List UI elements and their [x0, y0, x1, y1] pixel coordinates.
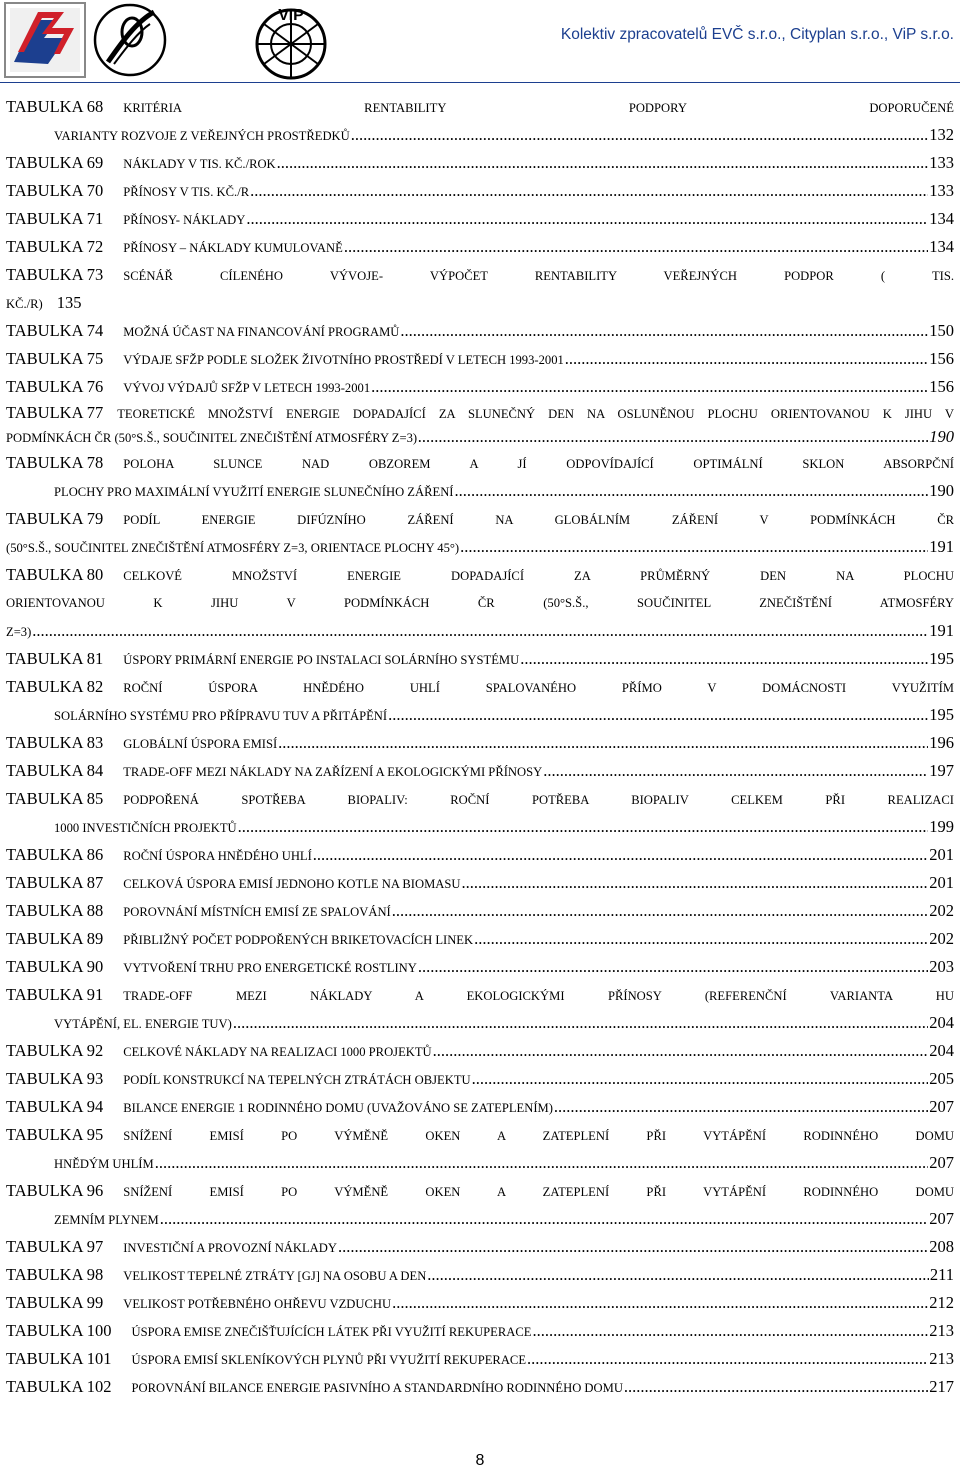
- toc-entry[interactable]: [6, 1037, 954, 1065]
- dot-leader: [461, 869, 928, 897]
- table-title: VARIANTY ROZVOJE Z VEŘEJNÝCH PROSTŘEDKŮ: [54, 129, 350, 143]
- table-title: PODÍL KONSTRUKCÍ NA TEPELNÝCH ZTRÁTÁCH OBJEKTU: [123, 1073, 471, 1087]
- toc-entry[interactable]: [6, 1065, 954, 1093]
- table-number: TABULKA 97: [6, 1237, 104, 1256]
- dot-leader: [313, 841, 928, 869]
- table-title: ÚSPORY PRIMÁRNÍ ENERGIE PO INSTALACI SOLÁRNÍHO SYSTÉMU: [123, 653, 520, 667]
- page-ref: 201: [929, 873, 954, 892]
- table-title: PŘÍNOSY V TIS. KČ./R: [123, 185, 250, 199]
- page-ref: 191: [929, 537, 954, 556]
- toc-entry[interactable]: [6, 1093, 954, 1121]
- table-title: SNÍŽENÍ EMISÍ PO VÝMĚNĚ OKEN A ZATEPLENÍ PŘI VYTÁPĚNÍ RODINNÉHO DOMU: [123, 1129, 954, 1143]
- logo-lettering: ViP: [278, 7, 304, 24]
- table-number: TABULKA 100: [6, 1321, 112, 1340]
- table-number: TABULKA 93: [6, 1069, 104, 1088]
- table-title: VÝVOJ VÝDAJŮ SFŽP V LETECH 1993-2001: [123, 381, 371, 395]
- table-title: PODPOŘENÁ SPOTŘEBA BIOPALIV: ROČNÍ POTŘEBA BIOPALIV CELKEM PŘI REALIZACI: [123, 793, 954, 807]
- table-title: KRITÉRIA RENTABILITY PODPORY DOPORUČENÉ: [123, 101, 954, 115]
- table-title: POROVNÁNÍ BILANCE ENERGIE PASIVNÍHO A STANDARDNÍHO RODINNÉHO DOMU: [131, 1381, 623, 1395]
- toc-entry[interactable]: [6, 1177, 954, 1233]
- toc-entry[interactable]: [6, 981, 954, 1037]
- page-ref: 211: [929, 1265, 954, 1284]
- toc-entry[interactable]: [6, 177, 954, 205]
- table-title: PŘÍNOSY – NÁKLADY KUMULOVANĚ: [123, 241, 343, 255]
- page-ref: 133: [929, 181, 954, 200]
- table-title: POROVNÁNÍ MÍSTNÍCH EMISÍ ZE SPALOVÁNÍ: [123, 905, 391, 919]
- table-number: TABULKA 89: [6, 929, 104, 948]
- toc-entry[interactable]: [6, 757, 954, 785]
- dot-leader: [392, 897, 929, 925]
- toc-entry[interactable]: [6, 401, 954, 449]
- toc-entry[interactable]: [6, 645, 954, 673]
- dot-leader: [388, 701, 928, 729]
- page-ref: 212: [929, 1293, 954, 1312]
- table-title: PŘIBLIŽNÝ POČET PODPOŘENÝCH BRIKETOVACÍCH LINEK: [123, 933, 474, 947]
- table-number: TABULKA 68: [6, 97, 104, 116]
- toc-entry[interactable]: [6, 93, 954, 149]
- table-number: TABULKA 90: [6, 957, 104, 976]
- table-title: PODMÍNKÁCH ČR (50°S.Š., SOUČINITEL ZNEČIŠTĚNÍ ATMOSFÉRY Z=3): [6, 431, 418, 445]
- toc-entry[interactable]: [6, 1289, 954, 1317]
- table-title: NÁKLADY V TIS. KČ./ROK: [123, 157, 276, 171]
- page-ref: 207: [929, 1153, 954, 1172]
- toc-entry[interactable]: [6, 869, 954, 897]
- table-number: TABULKA 72: [6, 237, 104, 256]
- table-number: TABULKA 83: [6, 733, 104, 752]
- page-header: [0, 0, 960, 80]
- dot-leader: [277, 149, 929, 177]
- page-ref: 204: [929, 1041, 954, 1060]
- table-title: ÚSPORA EMISE ZNEČIŠŤUJÍCÍCH LÁTEK PŘI VYUŽITÍ REKUPERACE: [131, 1325, 532, 1339]
- page-ref: 190: [929, 427, 954, 446]
- toc-entry[interactable]: [6, 897, 954, 925]
- page-ref: 207: [929, 1097, 954, 1116]
- table-title: ROČNÍ ÚSPORA HNĚDÉHO UHLÍ SPALOVANÉHO PŘÍMO V DOMÁCNOSTI VYUŽITÍM: [123, 681, 954, 695]
- dot-leader: [427, 1261, 929, 1289]
- table-title: PODÍL ENERGIE DIFÚZNÍHO ZÁŘENÍ NA GLOBÁLNÍM ZÁŘENÍ V PODMÍNKÁCH ČR: [123, 513, 954, 527]
- dot-leader: [532, 1317, 928, 1345]
- toc-entry[interactable]: [6, 673, 954, 729]
- dot-leader: [460, 533, 928, 561]
- table-title: VELIKOST TEPELNÉ ZTRÁTY [GJ] NA OSOBU A DEN: [123, 1269, 427, 1283]
- dot-leader: [233, 1009, 928, 1037]
- page-ref: 132: [929, 125, 954, 144]
- company-logo-3: [244, 0, 338, 80]
- table-title: ÚSPORA EMISÍ SKLENÍKOVÝCH PLYNŮ PŘI VYUŽITÍ REKUPERACE: [131, 1353, 527, 1367]
- table-number: TABULKA 98: [6, 1265, 104, 1284]
- page-ref: 156: [929, 349, 954, 368]
- toc-entry[interactable]: [6, 729, 954, 757]
- table-title: VELIKOST POTŘEBNÉHO OHŘEVU VZDUCHU: [123, 1297, 392, 1311]
- toc-entry[interactable]: [6, 841, 954, 869]
- page-ref: 202: [929, 901, 954, 920]
- table-number: TABULKA 79: [6, 509, 104, 528]
- table-number: TABULKA 70: [6, 181, 104, 200]
- page-ref: 135: [56, 293, 82, 312]
- page-ref: 205: [929, 1069, 954, 1088]
- table-title: ORIENTOVANOU K JIHU V PODMÍNKÁCH ČR (50°S.Š., SOUČINITEL ZNEČIŠTĚNÍ ATMOSFÉRY: [6, 596, 954, 610]
- table-number: TABULKA 77: [6, 403, 104, 422]
- table-number: TABULKA 92: [6, 1041, 104, 1060]
- table-number: TABULKA 101: [6, 1349, 112, 1368]
- dot-leader: [418, 425, 928, 449]
- table-number: TABULKA 80: [6, 565, 104, 584]
- table-title: CELKOVÉ MNOŽSTVÍ ENERGIE DOPADAJÍCÍ ZA PRŮMĚRNÝ DEN NA PLOCHU: [123, 569, 954, 583]
- table-title: HNĚDÝM UHLÍM: [54, 1157, 154, 1171]
- table-title: ROČNÍ ÚSPORA HNĚDÉHO UHLÍ: [123, 849, 312, 863]
- table-title: POLOHA SLUNCE NAD OBZOREM A JÍ ODPOVÍDAJÍCÍ OPTIMÁLNÍ SKLON ABSORPČNÍ: [123, 457, 954, 471]
- table-number: TABULKA 76: [6, 377, 104, 396]
- table-title: CELKOVÉ NÁKLADY NA REALIZACI 1000 PROJEKTŮ: [123, 1045, 432, 1059]
- page-ref: 195: [929, 649, 954, 668]
- table-number: TABULKA 71: [6, 209, 104, 228]
- toc-entry[interactable]: [6, 561, 954, 645]
- table-number: TABULKA 82: [6, 677, 104, 696]
- table-number: TABULKA 91: [6, 985, 104, 1004]
- toc-entry[interactable]: [6, 1121, 954, 1177]
- table-title: BILANCE ENERGIE 1 RODINNÉHO DOMU (UVAŽOVÁNO SE ZATEPLENÍM): [123, 1101, 553, 1115]
- page-ref: 204: [929, 1013, 954, 1032]
- toc-entry[interactable]: [6, 233, 954, 261]
- table-title: TEORETICKÉ MNOŽSTVÍ ENERGIE DOPADAJÍCÍ ZA SLUNEČNÝ DEN NA OSLUNĚNOU PLOCHU ORIENTOVANOU K JIHU V: [117, 407, 954, 421]
- dot-leader: [554, 1093, 928, 1121]
- toc-entry[interactable]: [6, 261, 954, 317]
- dot-leader: [338, 1233, 928, 1261]
- table-title: (50°S.Š., SOUČINITEL ZNEČIŠTĚNÍ ATMOSFÉRY Z=3, ORIENTACE PLOCHY 45°): [6, 541, 460, 555]
- table-title: PŘÍNOSY- NÁKLADY: [123, 213, 246, 227]
- dot-leader: [400, 317, 928, 345]
- dot-leader: [278, 729, 928, 757]
- dot-leader: [351, 121, 929, 149]
- page-ref: 133: [929, 153, 954, 172]
- table-title: TRADE-OFF MEZI NÁKLADY NA ZAŘÍZENÍ A EKOLOGICKÝMI PŘÍNOSY: [123, 765, 543, 779]
- page-ref: 213: [929, 1321, 954, 1340]
- toc-entry[interactable]: [6, 1373, 954, 1401]
- page-ref: 197: [929, 761, 954, 780]
- dot-leader: [246, 205, 928, 233]
- page-ref: 202: [929, 929, 954, 948]
- dot-leader: [32, 617, 928, 645]
- table-title: 1000 INVESTIČNÍCH PROJEKTŮ: [54, 821, 237, 835]
- dot-leader: [160, 1205, 929, 1233]
- page-ref: 201: [929, 845, 954, 864]
- dot-leader: [472, 1065, 929, 1093]
- page-ref: 208: [929, 1237, 954, 1256]
- table-title: VYTÁPĚNÍ, EL. ENERGIE TUV): [54, 1017, 232, 1031]
- table-number: TABULKA 94: [6, 1097, 104, 1116]
- page-ref: 191: [929, 621, 954, 640]
- table-title: SCÉNÁŘ CÍLENÉHO VÝVOJE- VÝPOČET RENTABILITY VEŘEJNÝCH PODPOR ( TIS.: [123, 269, 954, 283]
- toc-entry[interactable]: [6, 953, 954, 981]
- dot-leader: [392, 1289, 928, 1317]
- toc-entry[interactable]: [6, 785, 954, 841]
- page-ref: 217: [929, 1377, 954, 1396]
- table-title: VÝDAJE SFŽP PODLE SLOŽEK ŽIVOTNÍHO PROSTŘEDÍ V LETECH 1993-2001: [123, 353, 564, 367]
- dot-leader: [454, 477, 928, 505]
- dot-leader: [155, 1149, 929, 1177]
- toc-entry[interactable]: [6, 345, 954, 373]
- table-title: SNÍŽENÍ EMISÍ PO VÝMĚNĚ OKEN A ZATEPLENÍ PŘI VYTÁPĚNÍ RODINNÉHO DOMU: [123, 1185, 954, 1199]
- table-number: TABULKA 69: [6, 153, 104, 172]
- page-ref: 207: [929, 1209, 954, 1228]
- table-number: TABULKA 99: [6, 1293, 104, 1312]
- table-title: Z=3): [6, 625, 32, 639]
- table-title: MOŽNÁ ÚČAST NA FINANCOVÁNÍ PROGRAMŮ: [123, 325, 400, 339]
- table-number: TABULKA 81: [6, 649, 104, 668]
- table-number: TABULKA 102: [6, 1377, 112, 1396]
- dot-leader: [371, 373, 928, 401]
- table-number: TABULKA 73: [6, 265, 104, 284]
- dot-leader: [527, 1345, 928, 1373]
- toc-entry[interactable]: [6, 1317, 954, 1345]
- page-ref: 134: [929, 237, 954, 256]
- toc-entry[interactable]: [6, 925, 954, 953]
- page-ref: 150: [929, 321, 954, 340]
- page-ref: 199: [929, 817, 954, 836]
- toc-entry[interactable]: [6, 317, 954, 345]
- toc-entry[interactable]: [6, 1261, 954, 1289]
- page-ref: 190: [929, 481, 954, 500]
- company-logo-1: [4, 2, 86, 78]
- table-number: TABULKA 78: [6, 453, 104, 472]
- table-number: TABULKA 74: [6, 321, 104, 340]
- header-divider: [0, 82, 960, 83]
- table-title: KČ./R): [6, 297, 43, 311]
- dot-leader: [433, 1037, 929, 1065]
- dot-leader: [543, 757, 928, 785]
- page-ref: 196: [929, 733, 954, 752]
- table-title: VYTVOŘENÍ TRHU PRO ENERGETICKÉ ROSTLINY: [123, 961, 417, 975]
- dot-leader: [250, 177, 928, 205]
- dot-leader: [238, 813, 929, 841]
- page-ref: 156: [929, 377, 954, 396]
- table-title: GLOBÁLNÍ ÚSPORA EMISÍ: [123, 737, 278, 751]
- page-number: 8: [475, 1452, 485, 1469]
- table-title: CELKOVÁ ÚSPORA EMISÍ JEDNOHO KOTLE NA BIOMASU: [123, 877, 461, 891]
- toc-entry[interactable]: [6, 373, 954, 401]
- table-number: TABULKA 86: [6, 845, 104, 864]
- table-title: TRADE-OFF MEZI NÁKLADY A EKOLOGICKÝMI PŘÍNOSY (REFERENČNÍ VARIANTA HU: [123, 989, 954, 1003]
- page-ref: 203: [929, 957, 954, 976]
- toc-entry[interactable]: [6, 449, 954, 505]
- table-title: INVESTIČNÍ A PROVOZNÍ NÁKLADY: [123, 1241, 337, 1255]
- toc-entry[interactable]: [6, 1345, 954, 1373]
- toc-entry[interactable]: [6, 149, 954, 177]
- header-title: Kolektiv zpracovatelů EVČ s.r.o., Cityplan s.r.o., ViP s.r.o.: [560, 26, 954, 43]
- page-ref: 213: [929, 1349, 954, 1368]
- table-title: SOLÁRNÍHO SYSTÉMU PRO PŘÍPRAVU TUV A PŘITÁPĚNÍ: [54, 709, 388, 723]
- toc-entry[interactable]: [6, 505, 954, 561]
- dot-leader: [418, 953, 928, 981]
- dot-leader: [624, 1373, 928, 1401]
- table-title: PLOCHY PRO MAXIMÁLNÍ VYUŽITÍ ENERGIE SLUNEČNÍHO ZÁŘENÍ: [54, 485, 454, 499]
- toc-entry[interactable]: [6, 1233, 954, 1261]
- page-ref: 195: [929, 705, 954, 724]
- toc-entry[interactable]: [6, 205, 954, 233]
- table-number: TABULKA 84: [6, 761, 104, 780]
- page-ref: 134: [929, 209, 954, 228]
- dot-leader: [474, 925, 928, 953]
- company-logo-2: [92, 2, 168, 78]
- table-number: TABULKA 95: [6, 1125, 104, 1144]
- table-number: TABULKA 87: [6, 873, 104, 892]
- table-list: [6, 93, 954, 1401]
- dot-leader: [520, 645, 928, 673]
- table-number: TABULKA 85: [6, 789, 104, 808]
- table-title: ZEMNÍM PLYNEM: [54, 1213, 159, 1227]
- dot-leader: [344, 233, 928, 261]
- table-number: TABULKA 96: [6, 1181, 104, 1200]
- dot-leader: [565, 345, 928, 373]
- table-number: TABULKA 88: [6, 901, 104, 920]
- table-number: TABULKA 75: [6, 349, 104, 368]
